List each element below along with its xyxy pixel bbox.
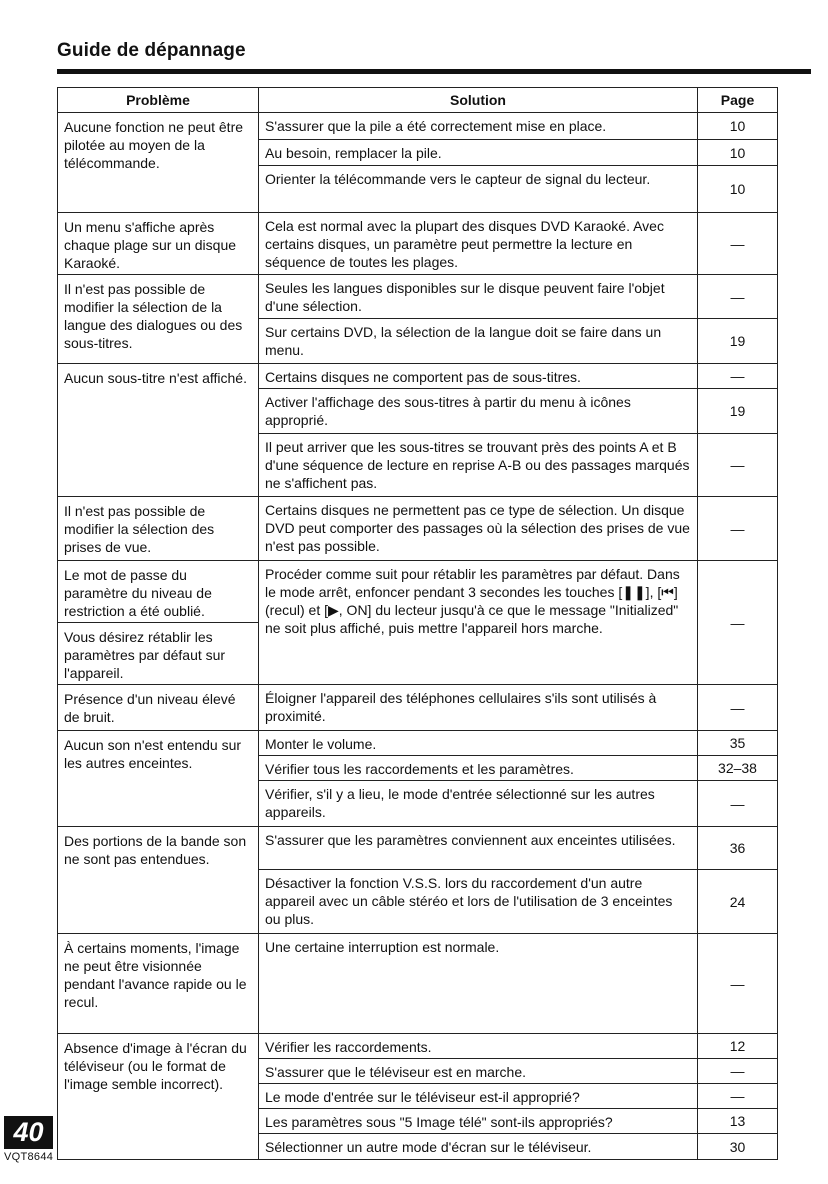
page-cell: —	[698, 364, 778, 389]
page-cell: 19	[698, 389, 778, 434]
page-cell: 19	[698, 319, 778, 364]
problem-cell: Présence d'un niveau élevé de bruit.	[58, 685, 259, 731]
page-cell: —	[698, 561, 778, 685]
problem-cell: Il n'est pas possible de modifier la sélection de la langue des dialogues ou des sous-titres.	[58, 275, 259, 364]
table-row	[58, 685, 778, 731]
solution-cell: Les paramètres sous "5 Image télé" sont-ils appropriés?	[259, 1109, 698, 1134]
solution-cell: Seules les langues disponibles sur le disque peuvent faire l'objet d'une sélection.	[259, 275, 698, 319]
problem-cell: Il n'est pas possible de modifier la sélection des prises de vue.	[58, 497, 259, 561]
problem-cell: Un menu s'affiche après chaque plage sur un disque Karaoké.	[58, 213, 259, 275]
problem-cell: Aucun son n'est entendu sur les autres enceintes.	[58, 731, 259, 827]
solution-cell: Activer l'affichage des sous-titres à partir du menu à icônes approprié.	[259, 389, 698, 434]
table-row	[58, 1034, 778, 1059]
title-rule	[57, 69, 811, 74]
header-page: Page	[698, 88, 778, 113]
page-cell: 12	[698, 1034, 778, 1059]
solution-cell: Vérifier tous les raccordements et les paramètres.	[259, 756, 698, 781]
solution-cell: Au besoin, remplacer la pile.	[259, 140, 698, 166]
solution-cell: Éloigner l'appareil des téléphones cellulaires s'ils sont utilisés à proximité.	[259, 685, 698, 731]
page-title: Guide de dépannage	[57, 40, 246, 61]
table-row	[58, 561, 778, 623]
solution-cell: Orienter la télécommande vers le capteur de signal du lecteur.	[259, 166, 698, 213]
table-row	[58, 275, 778, 319]
solution-cell: Cela est normal avec la plupart des disques DVD Karaoké. Avec certains disques, un paramètre peut permettre la lecture en séquence de toutes les plages.	[259, 213, 698, 275]
page-cell: 24	[698, 870, 778, 934]
solution-cell: Sur certains DVD, la sélection de la langue doit se faire dans un menu.	[259, 319, 698, 364]
solution-cell: Certains disques ne comportent pas de sous-titres.	[259, 364, 698, 389]
page-cell: 35	[698, 731, 778, 756]
solution-cell: Sélectionner un autre mode d'écran sur le téléviseur.	[259, 1134, 698, 1160]
model-code: VQT8644	[4, 1151, 54, 1163]
page-cell: 10	[698, 113, 778, 140]
problem-cell: Aucune fonction ne peut être pilotée au moyen de la télécommande.	[58, 113, 259, 213]
table-row	[58, 934, 778, 1034]
page-cell: 32–38	[698, 756, 778, 781]
header-solution: Solution	[259, 88, 698, 113]
page-cell: 36	[698, 827, 778, 870]
page-cell: —	[698, 1084, 778, 1109]
solution-cell: Certains disques ne permettent pas ce type de sélection. Un disque DVD peut comporter des passages où la sélection des prises de vue n'est pas possible.	[259, 497, 698, 561]
table-row	[58, 364, 778, 389]
problem-cell: Des portions de la bande son ne sont pas entendues.	[58, 827, 259, 934]
solution-cell: Une certaine interruption est normale.	[259, 934, 698, 1034]
table-row	[58, 213, 778, 275]
header-problem: Problème	[58, 88, 259, 113]
table-row	[58, 497, 778, 561]
problem-cell: À certains moments, l'image ne peut être visionnée pendant l'avance rapide ou le recul.	[58, 934, 259, 1034]
page-cell: —	[698, 275, 778, 319]
page-cell: 10	[698, 140, 778, 166]
solution-cell: Procéder comme suit pour rétablir les paramètres par défaut. Dans le mode arrêt, enfoncer pendant 3 secondes les touches [❚❚], [⏮] (recul) et [▶, ON] du lecteur jusqu'à ce que le message "Initialized" ne soit plus affiché, puis mettre l'appareil hors marche.	[259, 561, 698, 685]
page-cell: —	[698, 213, 778, 275]
problem-cell: Aucun sous-titre n'est affiché.	[58, 364, 259, 497]
solution-cell: Vérifier, s'il y a lieu, le mode d'entrée sélectionné sur les autres appareils.	[259, 781, 698, 827]
solution-cell: Monter le volume.	[259, 731, 698, 756]
page-number: 40	[4, 1116, 53, 1149]
header-row	[58, 88, 778, 113]
page-cell: —	[698, 434, 778, 497]
page-cell: 30	[698, 1134, 778, 1160]
problem-cell: Vous désirez rétablir les paramètres par défaut sur l'appareil.	[58, 623, 259, 685]
problem-cell: Absence d'image à l'écran du téléviseur (ou le format de l'image semble incorrect).	[58, 1034, 259, 1160]
solution-cell: Vérifier les raccordements.	[259, 1034, 698, 1059]
page-cell: —	[698, 934, 778, 1034]
page-cell: 10	[698, 166, 778, 213]
solution-cell: S'assurer que le téléviseur est en marche.	[259, 1059, 698, 1084]
solution-cell: Il peut arriver que les sous-titres se trouvant près des points A et B d'une séquence de lecture en reprise A-B ou des passages marqués ne s'affichent pas.	[259, 434, 698, 497]
page-cell: —	[698, 685, 778, 731]
page-cell: —	[698, 1059, 778, 1084]
page-cell: —	[698, 497, 778, 561]
table-row	[58, 113, 778, 140]
page-cell: 13	[698, 1109, 778, 1134]
page-cell: —	[698, 781, 778, 827]
solution-cell: S'assurer que les paramètres conviennent aux enceintes utilisées.	[259, 827, 698, 870]
problem-cell: Le mot de passe du paramètre du niveau de restriction a été oublié.	[58, 561, 259, 623]
table-row	[58, 731, 778, 756]
solution-cell: Le mode d'entrée sur le téléviseur est-il approprié?	[259, 1084, 698, 1109]
solution-cell: Désactiver la fonction V.S.S. lors du raccordement d'un autre appareil avec un câble stéréo et lors de l'utilisation de 3 enceintes ou plus.	[259, 870, 698, 934]
table-row	[58, 827, 778, 870]
troubleshooting-table	[57, 87, 778, 1160]
solution-cell: S'assurer que la pile a été correctement mise en place.	[259, 113, 698, 140]
